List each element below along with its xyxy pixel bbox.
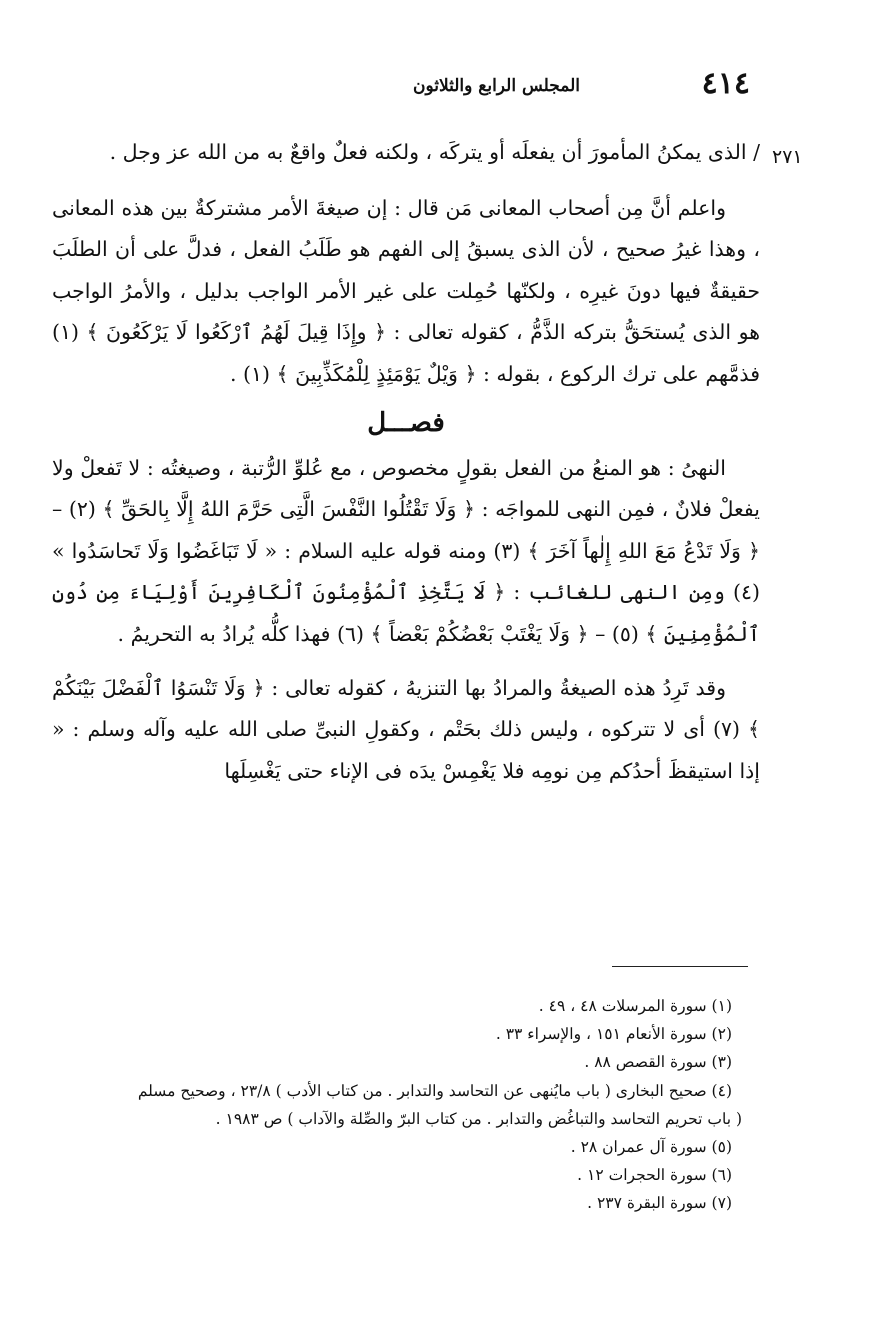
paragraph-command-meanings: واعلم أنَّ مِن أصحاب المعانى مَن قال : إن صيغةَ الأمر مشتركةٌ بين هذه المعانى ، وهذا غيرُ صحيح ، لأن الذى يسبقُ إلى الفهم هو طَلَبُ الفعل ، فدلَّ على أن الطلَبَ حقيقةٌ فيها دونَ غيرِه ، ولكنّها حُمِلت على غير الأمر الواجب بدليل ، والأمرُ الواجب هو الذى يُستحَقُّ بتركه الذَّمُّ ، كقوله تعالى : ﴿ وإِذَا قِيلَ لَهُمُ ٱرْكَعُوا لَا يَرْكَعُونَ ﴾ (١) فذمَّهم على ترك الركوع ، بقوله : ﴿ وَيْلٌ يَوْمَئِذٍ لِلْمُكَذِّبِينَ ﴾ (١) . [52, 195, 760, 386]
paragraph-continuation: / الذى يمكنُ المأمورَ أن يفعلَه أو يتركَه ، ولكنه فعلٌ واقعٌ به من الله عز وجل . [109, 140, 760, 164]
footnotes [52, 992, 742, 1218]
footnote-5: (٥) سورة آل عمران ٢٨ . [570, 1138, 732, 1157]
footnote-divider [612, 966, 748, 967]
footnote-2: (٢) سورة الأنعام ١٥١ ، والإسراء ٣٣ . [495, 1025, 732, 1044]
margin-page-reference: ٢٧١ [772, 146, 803, 168]
footnote-4-continuation: ( باب تحريم التحاسد والتباغُض والتدابر . من كتاب البرّ والصِّلة والآداب ) ص ١٩٨٣ . [215, 1109, 742, 1128]
page-header [330, 66, 750, 106]
footnote-6: (٦) سورة الحجرات ١٢ . [577, 1166, 732, 1185]
footnote-7: (٧) سورة البقرة ٢٣٧ . [587, 1194, 732, 1213]
paragraph-prohibition: النهىُ : هو المنعُ من الفعل بقولٍ مخصوص ، مع عُلوِّ الرُّتبة ، وصيغتُه : لا تَفعلْ ولا يفعلْ فلانٌ ، فمِن النهى للمواجَه : ﴿ وَلَا تَقْتُلُوا النَّفْسَ الَّتِى حَرَّمَ اللهُ إِلَّا بِالحَقِّ ﴾ (٢) – ﴿ وَلَا تَدْعُ مَعَ اللهِ إِلٰهاً آخَرَ ﴾ (٣) ومنه قوله عليه السلام : « لَا تَبَاغَضُوا وَلَا تَحاسَدُوا » (٤) ومِن النهى للغائب : ﴿ لَا يَتَّخِذِ ٱلْمُؤْمِنُونَ ٱلْكَافِرِينَ أَوْلِيَاءَ مِن دُونِ ٱلْمُؤْمِنِينَ ﴾ (٥) – ﴿ وَلَا يَغْتَبْ بَعْضُكُمْ بَعْضاً ﴾ (٦) فهذا كلُّه يُرادُ به التحريمُ . [52, 455, 761, 646]
running-title: المجلس الرابع والثلاثون [412, 76, 580, 96]
main-text [52, 132, 760, 792]
paragraph-disapproval: وقد تَرِدُ هذه الصيغةُ والمرادُ بها التنزيهُ ، كقوله تعالى : ﴿ وَلَا تَنْسَوُا ٱلْفَضْلَ بَيْنَكُمْ ﴾ (٧) أى لا تتركوه ، وليس ذلك بحَتْم ، وكقولِ النبىِّ صلى الله عليه وآله وسلم : « إذا استيقظَ أحدُكم مِن نومِه فلا يَغْمِسْ يدَه فى الإناء حتى يَغْسِلَها [52, 675, 760, 783]
footnote-1: (١) سورة المرسلات ٤٨ ، ٤٩ . [538, 997, 732, 1015]
footnote-4: (٤) صحيح البخارى ( باب مايُنهى عن التحاسد والتدابر . من كتاب الأدب ) ٢٣/٨ ، وصحيح مسلم [137, 1081, 732, 1100]
footnote-3: (٣) سورة القصص ٨٨ . [584, 1053, 732, 1072]
page-number: ٤١٤ [701, 66, 750, 101]
section-heading: فصـــل [367, 407, 445, 438]
